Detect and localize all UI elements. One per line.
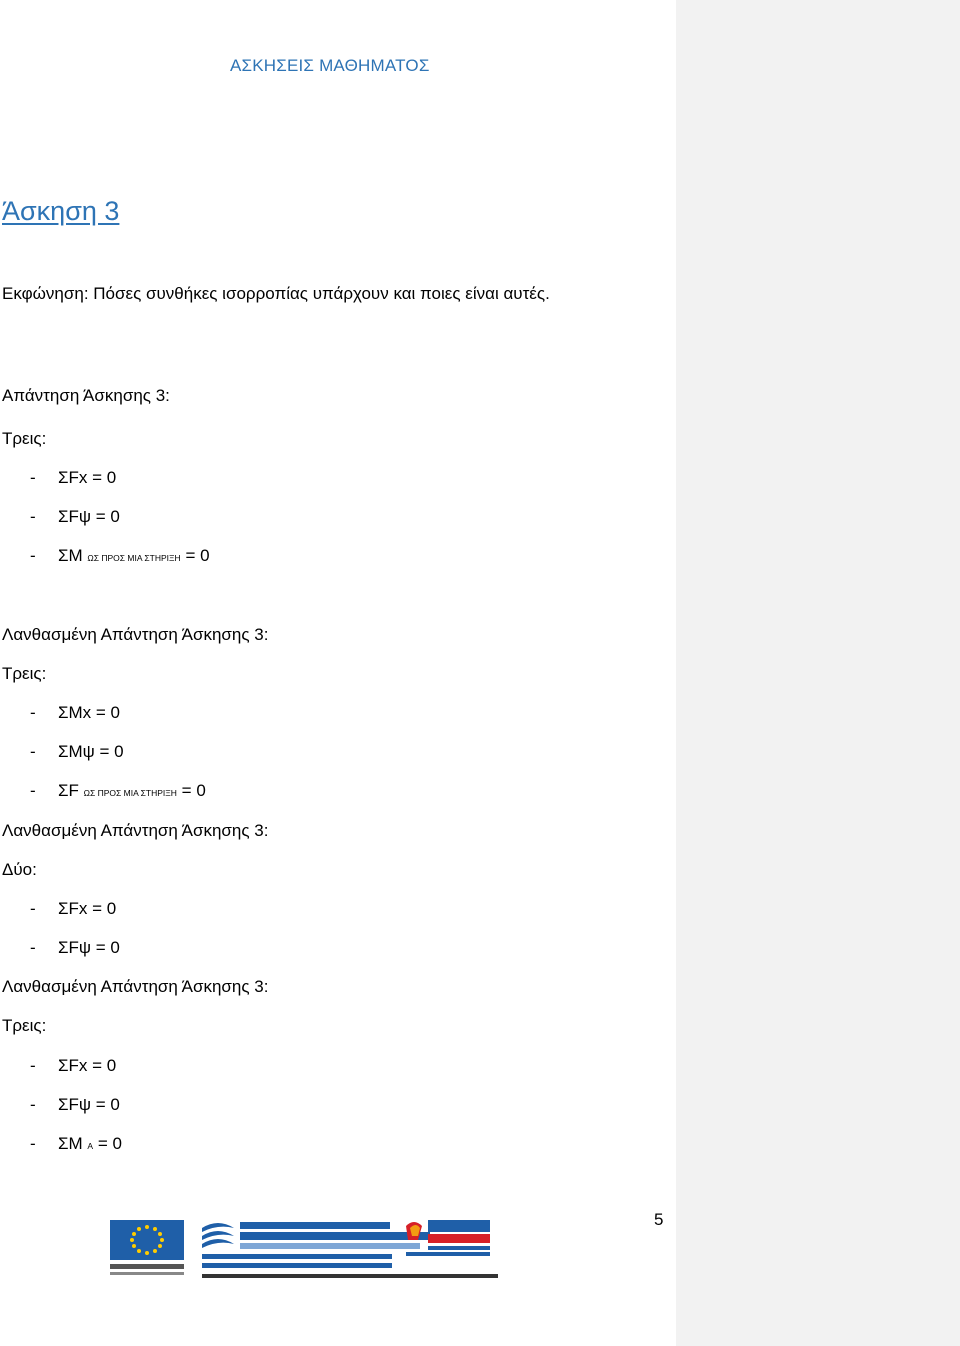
answer-count: Τρεις: <box>2 429 47 448</box>
item-main: ΣFψ = 0 <box>58 507 120 526</box>
item-tail: = 0 <box>181 781 206 800</box>
answer-item: - ΣFx = 0 <box>30 468 117 487</box>
answer-label: Απάντηση Άσκησης 3: <box>2 386 170 405</box>
wrong-answer-item: - ΣΜ Α = 0 <box>30 1134 122 1153</box>
item-subscript: ΩΣ ΠΡΟΣ ΜΙΑ ΣΤΗΡΙΞΗ <box>83 788 177 798</box>
wrong-answer-count: Δύο: <box>2 860 37 879</box>
wrong-answer-count: Τρεις: <box>2 664 47 683</box>
item-main: ΣΜ <box>58 1134 83 1153</box>
wrong-answer-item: - ΣF ΩΣ ΠΡΟΣ ΜΙΑ ΣΤΗΡΙΞΗ = 0 <box>30 781 206 800</box>
item-subscript: Α <box>87 1141 94 1151</box>
wrong-answer-label: Λανθασμένη Απάντηση Άσκησης 3: <box>2 977 269 996</box>
item-main: ΣFx = 0 <box>58 468 117 487</box>
item-subscript: ΩΣ ΠΡΟΣ ΜΙΑ ΣΤΗΡΙΞΗ <box>87 553 181 563</box>
answer-item: - ΣΜ ΩΣ ΠΡΟΣ ΜΙΑ ΣΤΗΡΙΞΗ = 0 <box>30 546 210 565</box>
answer-item: - ΣFψ = 0 <box>30 507 120 526</box>
wrong-answer-label: Λανθασμένη Απάντηση Άσκησης 3: <box>2 625 269 644</box>
item-main: ΣΜx = 0 <box>58 703 120 722</box>
wrong-answer-item: - ΣΜx = 0 <box>30 703 120 722</box>
item-tail: = 0 <box>97 1134 122 1153</box>
item-main: ΣΜψ = 0 <box>58 742 124 761</box>
espa-logo <box>404 1218 494 1258</box>
item-main: ΣFψ = 0 <box>58 1095 120 1114</box>
wrong-answer-item: - ΣFψ = 0 <box>30 1095 120 1114</box>
wrong-answer-item: - ΣΜψ = 0 <box>30 742 124 761</box>
wrong-answer-item: - ΣFx = 0 <box>30 899 117 918</box>
page-header: ΑΣΚΗΣΕΙΣ ΜΑΘΗΜΑΤΟΣ <box>230 56 430 75</box>
item-main: ΣFx = 0 <box>58 1056 117 1075</box>
item-main: ΣΜ <box>58 546 83 565</box>
exercise-prompt: Εκφώνηση: Πόσες συνθήκες ισορροπίας υπάρχουν και ποιες είναι αυτές. <box>2 284 550 303</box>
exercise-title: Άσκηση 3 <box>2 196 120 226</box>
item-main: ΣFψ = 0 <box>58 938 120 957</box>
item-main: ΣFx = 0 <box>58 899 117 918</box>
wrong-answer-item: - ΣFψ = 0 <box>30 938 120 957</box>
wrong-answer-item: - ΣFx = 0 <box>30 1056 117 1075</box>
wrong-answer-label: Λανθασμένη Απάντηση Άσκησης 3: <box>2 821 269 840</box>
page-number: 5 <box>654 1210 664 1229</box>
margin-panel <box>676 0 960 1346</box>
item-main: ΣF <box>58 781 79 800</box>
eu-flag-logo <box>108 1218 186 1280</box>
wrong-answer-count: Τρεις: <box>2 1016 47 1035</box>
item-tail: = 0 <box>185 546 210 565</box>
